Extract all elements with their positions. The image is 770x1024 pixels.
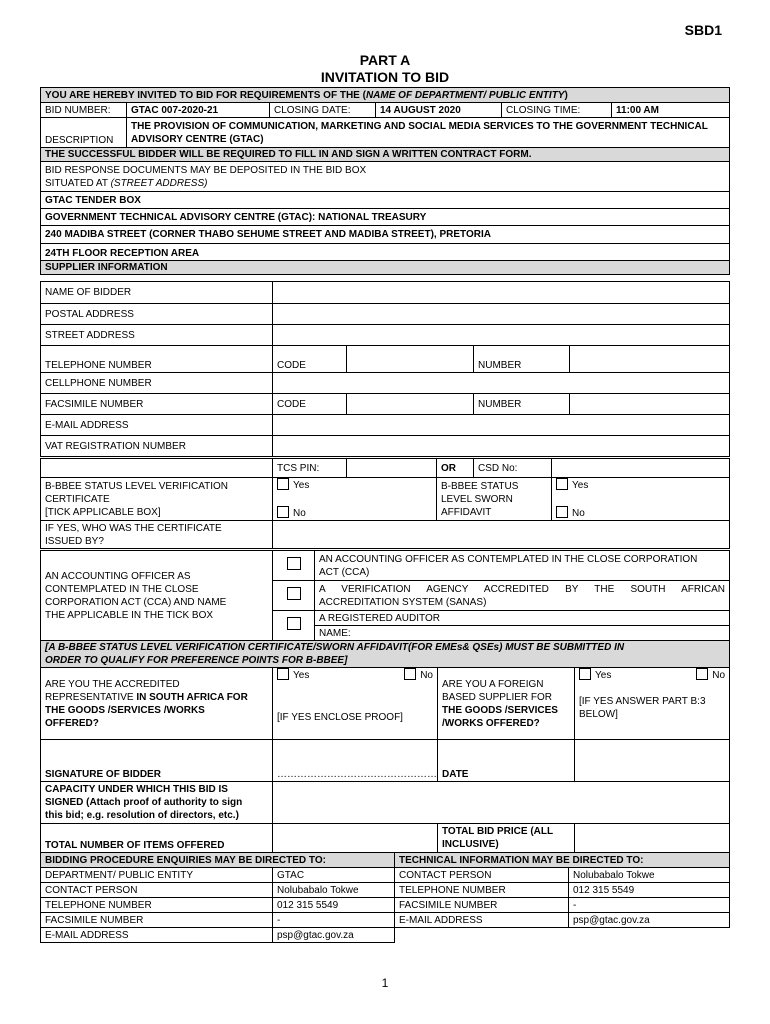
fax-code-field[interactable] xyxy=(347,394,474,415)
verification-agency-checkbox[interactable] xyxy=(287,587,301,600)
certificate-no-label: No xyxy=(293,508,306,519)
closing-date-value: 14 AUGUST 2020 xyxy=(376,103,502,118)
representative-table xyxy=(40,640,730,853)
closing-time-value: 11:00 AM xyxy=(612,103,730,118)
foreign-yes-checkbox[interactable] xyxy=(579,668,591,680)
certificate-options xyxy=(273,478,437,521)
csd-no-label: CSD No: xyxy=(474,459,552,478)
bid-number-value: GTAC 007-2020-21 xyxy=(127,103,270,118)
bbbee-requirement-note: [A B-BBEE STATUS LEVEL VERIFICATION CERTIFICATE/SWORN AFFIDAVIT(FOR EMEs& QSEs) MUST BE SUBMITTED IN ORDER TO QUALIFY FOR PREFERENCE POINTS FOR B-BBEE] xyxy=(41,641,730,668)
bbbee-table xyxy=(40,458,730,549)
total-items-field[interactable] xyxy=(273,824,438,853)
total-price-label: TOTAL BID PRICE (ALL INCLUSIVE) xyxy=(438,824,575,853)
affidavit-yes-checkbox[interactable] xyxy=(556,478,568,490)
contract-note: THE SUCCESSFUL BIDDER WILL BE REQUIRED TO FILL IN AND SIGN A WRITTEN CONTRACT FORM. xyxy=(41,148,730,162)
enquiry-label: CONTACT PERSON xyxy=(41,883,273,898)
certificate-yes-checkbox[interactable] xyxy=(277,478,289,490)
enquiry-value: - xyxy=(273,913,395,928)
cellphone-label: CELLPHONE NUMBER xyxy=(41,373,273,394)
technical-info-heading: TECHNICAL INFORMATION MAY BE DIRECTED TO: xyxy=(395,853,730,868)
issuer-options-table xyxy=(40,550,730,641)
option-registered-auditor: A REGISTERED AUDITOR xyxy=(315,611,730,626)
description-value: THE PROVISION OF COMMUNICATION, MARKETING AND SOCIAL MEDIA SERVICES TO THE GOVERNMENT TECHNICAL ADVISORY CENTRE (GTAC) xyxy=(127,118,730,148)
accredited-rep-question: ARE YOU THE ACCREDITED REPRESENTATIVE IN SOUTH AFRICA FOR THE GOODS /SERVICES /WORKS OFFERED? xyxy=(41,668,273,740)
page-number: 1 xyxy=(381,976,389,990)
foreign-no-checkbox[interactable] xyxy=(696,668,708,680)
accredited-rep-no-checkbox[interactable] xyxy=(404,668,416,680)
affidavit-no-label: No xyxy=(572,508,585,519)
auditor-name-field[interactable]: NAME: xyxy=(315,626,730,641)
telephone-number-field[interactable] xyxy=(570,346,730,373)
certificate-issued-by-label: IF YES, WHO WAS THE CERTIFICATE ISSUED BY? xyxy=(41,521,273,549)
total-price-field[interactable] xyxy=(575,824,730,853)
postal-address-field[interactable] xyxy=(273,304,730,325)
technical-label: TELEPHONE NUMBER xyxy=(395,883,569,898)
signature-field[interactable]: ………………………………………… xyxy=(273,740,438,782)
description-label: DESCRIPTION xyxy=(41,118,127,148)
deposit-line-1: BID RESPONSE DOCUMENTS MAY BE DEPOSITED IN THE BID BOX xyxy=(45,164,367,176)
bbbee-certificate-label: B-BBEE STATUS LEVEL VERIFICATION CERTIFICATE [TICK APPLICABLE BOX] xyxy=(41,478,273,521)
total-items-label: TOTAL NUMBER OF ITEMS OFFERED xyxy=(41,824,273,853)
supplier-info-table xyxy=(40,281,730,457)
affidavit-yes-label: Yes xyxy=(572,480,589,491)
certificate-yes-label: Yes xyxy=(293,480,310,491)
closing-time-label: CLOSING TIME: xyxy=(502,103,612,118)
address-line-2: GOVERNMENT TECHNICAL ADVISORY CENTRE (GTAC): NATIONAL TREASURY xyxy=(41,209,730,226)
bid-number-label: BID NUMBER: xyxy=(41,103,127,118)
fax-label: FACSIMILE NUMBER xyxy=(41,394,273,415)
telephone-number-label: NUMBER xyxy=(474,346,570,373)
form-code: SBD1 xyxy=(684,22,722,38)
email-field[interactable] xyxy=(273,415,730,436)
part-label: PART A xyxy=(359,52,411,68)
vat-field[interactable] xyxy=(273,436,730,457)
enquiry-value: GTAC xyxy=(273,868,395,883)
deposit-line-2: SITUATED AT (STREET ADDRESS) xyxy=(45,177,208,189)
technical-label: FACSIMILE NUMBER xyxy=(395,898,569,913)
fax-number-field[interactable] xyxy=(570,394,730,415)
closing-date-label: CLOSING DATE: xyxy=(270,103,376,118)
bid-info-table xyxy=(40,87,730,275)
option-verification-agency: A VERIFICATION AGENCY ACCREDITED BY THE SOUTH AFRICAN ACCREDITATION SYSTEM (SANAS) xyxy=(315,581,730,611)
enquiry-label: FACSIMILE NUMBER xyxy=(41,913,273,928)
form-title: INVITATION TO BID xyxy=(320,69,450,85)
bidding-enquiries-heading: BIDDING PROCEDURE ENQUIRIES MAY BE DIRECTED TO: xyxy=(41,853,395,868)
enquiry-value: psp@gtac.gov.za xyxy=(273,928,395,943)
csd-no-field[interactable] xyxy=(552,459,730,478)
technical-label: CONTACT PERSON xyxy=(395,868,569,883)
invitation-line: YOU ARE HEREBY INVITED TO BID FOR REQUIREMENTS OF THE (NAME OF DEPARTMENT/ PUBLIC ENTITY) xyxy=(41,88,730,103)
or-label: OR xyxy=(437,459,474,478)
enquiries-table xyxy=(40,852,730,943)
fax-code-label: CODE xyxy=(273,394,347,415)
option-accounting-officer: AN ACCOUNTING OFFICER AS CONTEMPLATED IN THE CLOSE CORPORATION ACT (CCA) xyxy=(315,551,730,581)
enquiry-value: Nolubabalo Tokwe xyxy=(273,883,395,898)
enclose-proof-note: [IF YES ENCLOSE PROOF] xyxy=(277,712,403,723)
enquiry-value: 012 315 5549 xyxy=(273,898,395,913)
supplier-info-heading: SUPPLIER INFORMATION xyxy=(41,261,730,275)
affidavit-options xyxy=(552,478,730,521)
deposit-instructions xyxy=(41,162,730,192)
tcs-pin-label: TCS PIN: xyxy=(273,459,347,478)
foreign-supplier-options: Yes No [IF YES ANSWER PART B:3 BELOW] xyxy=(575,668,730,740)
name-of-bidder-label: NAME OF BIDDER xyxy=(41,282,273,304)
enquiry-label: DEPARTMENT/ PUBLIC ENTITY xyxy=(41,868,273,883)
telephone-label: TELEPHONE NUMBER xyxy=(41,346,273,373)
name-of-bidder-field[interactable] xyxy=(273,282,730,304)
accredited-rep-yes-checkbox[interactable] xyxy=(277,668,289,680)
capacity-label: CAPACITY UNDER WHICH THIS BID IS SIGNED (Attach proof of authority to sign this bid; e.g. resolution of directors, etc.) xyxy=(41,782,273,824)
technical-value: - xyxy=(569,898,730,913)
part-b-note: [IF YES ANSWER PART B:3 BELOW] xyxy=(579,696,706,720)
fax-number-label: NUMBER xyxy=(474,394,570,415)
telephone-code-label: CODE xyxy=(273,346,347,373)
signature-label: SIGNATURE OF BIDDER xyxy=(41,740,273,782)
enquiry-label: E-MAIL ADDRESS xyxy=(41,928,273,943)
tcs-pin-field[interactable] xyxy=(347,459,437,478)
street-address-label: STREET ADDRESS xyxy=(41,325,273,346)
date-field[interactable] xyxy=(575,740,730,782)
address-line-4: 24TH FLOOR RECEPTION AREA xyxy=(41,244,730,261)
postal-address-label: POSTAL ADDRESS xyxy=(41,304,273,325)
telephone-code-field[interactable] xyxy=(347,346,474,373)
vat-label: VAT REGISTRATION NUMBER xyxy=(41,436,273,457)
capacity-field[interactable] xyxy=(273,782,730,824)
email-label: E-MAIL ADDRESS xyxy=(41,415,273,436)
technical-value: Nolubabalo Tokwe xyxy=(569,868,730,883)
address-line-3: 240 MADIBA STREET (CORNER THABO SEHUME STREET AND MADIBA STREET), PRETORIA xyxy=(41,226,730,244)
technical-value: psp@gtac.gov.za xyxy=(569,913,730,928)
certificate-issued-by-field[interactable] xyxy=(273,521,730,549)
affidavit-no-checkbox[interactable] xyxy=(556,506,568,518)
bbbee-affidavit-label: B-BBEE STATUS LEVEL SWORN AFFIDAVIT xyxy=(437,478,552,521)
foreign-supplier-question: ARE YOU A FOREIGN BASED SUPPLIER FOR THE GOODS /SERVICES /WORKS OFFERED? xyxy=(438,668,575,740)
address-line-1: GTAC TENDER BOX xyxy=(41,192,730,209)
accounting-officer-label: AN ACCOUNTING OFFICER AS CONTEMPLATED IN THE CLOSE CORPORATION ACT (CCA) AND NAME THE APPLICABLE IN THE TICK BOX xyxy=(41,551,273,641)
technical-label: E-MAIL ADDRESS xyxy=(395,913,569,928)
registered-auditor-checkbox[interactable] xyxy=(287,617,301,630)
date-label: DATE xyxy=(438,740,575,782)
accredited-rep-options: Yes No [IF YES ENCLOSE PROOF] xyxy=(273,668,438,740)
technical-value: 012 315 5549 xyxy=(569,883,730,898)
accounting-officer-checkbox[interactable] xyxy=(287,557,301,570)
cellphone-field[interactable] xyxy=(273,373,730,394)
street-address-field[interactable] xyxy=(273,325,730,346)
certificate-no-checkbox[interactable] xyxy=(277,506,289,518)
enquiry-label: TELEPHONE NUMBER xyxy=(41,898,273,913)
